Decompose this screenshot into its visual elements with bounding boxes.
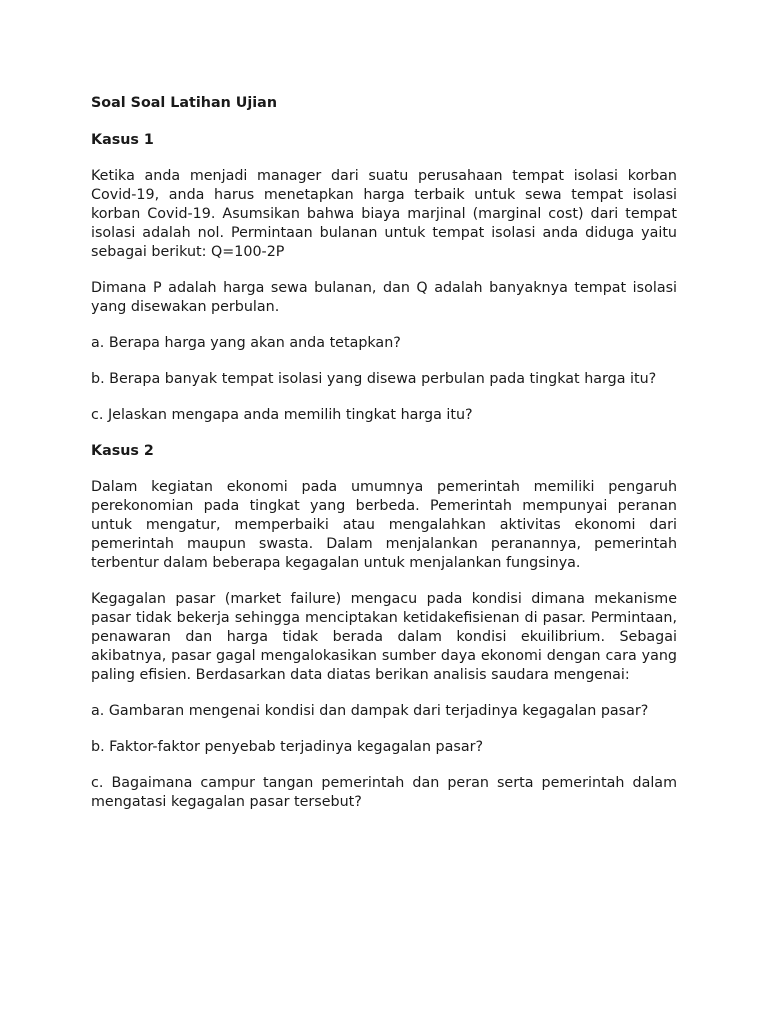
case-1-section [91,131,677,425]
case-1-question-c: c. Jelaskan mengapa anda memilih tingkat harga itu? [91,407,473,423]
case-2-paragraph-2: Kegagalan pasar (market failure) mengacu pada kondisi dimana mekanisme pasar tidak bekerja sehingga menciptakan ketidakefisienan di pasar. Permintaan, penawaran dan harga tidak berada dalam kondisi ekuilibrium. Sebagai akibatnya, pasar gagal mengalokasikan sumber daya ekonomi dengan cara yang paling efisien. Berdasarkan data diatas berikan analisis saudara mengenai: [91,591,677,683]
case-1-question-b: b. Berapa banyak tempat isolasi yang disewa perbulan pada tingkat harga itu? [91,371,657,387]
document-page [91,94,677,829]
case-2-section [91,442,677,812]
case-2-heading: Kasus 2 [91,443,154,459]
document-title: Soal Soal Latihan Ujian [91,95,277,111]
case-1-heading: Kasus 1 [91,132,154,148]
case-2-question-b: b. Faktor-faktor penyebab terjadinya kegagalan pasar? [91,739,484,755]
case-2-question-c: c. Bagaimana campur tangan pemerintah dan peran serta pemerintah dalam mengatasi kegagalan pasar tersebut? [91,775,677,810]
case-2-paragraph-1: Dalam kegiatan ekonomi pada umumnya pemerintah memiliki pengaruh perekonomian pada tingkat yang berbeda. Pemerintah mempunyai peranan untuk mengatur, memperbaiki atau mengalahkan aktivitas ekonomi dari pemerintah maupun swasta. Dalam menjalankan peranannya, pemerintah terbentur dalam beberapa kegagalan untuk menjalankan fungsinya. [91,479,677,571]
case-1-paragraph-2: Dimana P adalah harga sewa bulanan, dan Q adalah banyaknya tempat isolasi yang disewakan perbulan. [91,280,677,315]
case-2-question-a: a. Gambaran mengenai kondisi dan dampak dari terjadinya kegagalan pasar? [91,703,649,719]
case-1-question-a: a. Berapa harga yang akan anda tetapkan? [91,335,401,351]
case-1-paragraph-1: Ketika anda menjadi manager dari suatu perusahaan tempat isolasi korban Covid-19, anda harus menetapkan harga terbaik untuk sewa tempat isolasi korban Covid-19. Asumsikan bahwa biaya marjinal (marginal cost) dari tempat isolasi adalah nol. Permintaan bulanan untuk tempat isolasi anda diduga yaitu sebagai berikut: Q=100-2P [91,168,677,260]
